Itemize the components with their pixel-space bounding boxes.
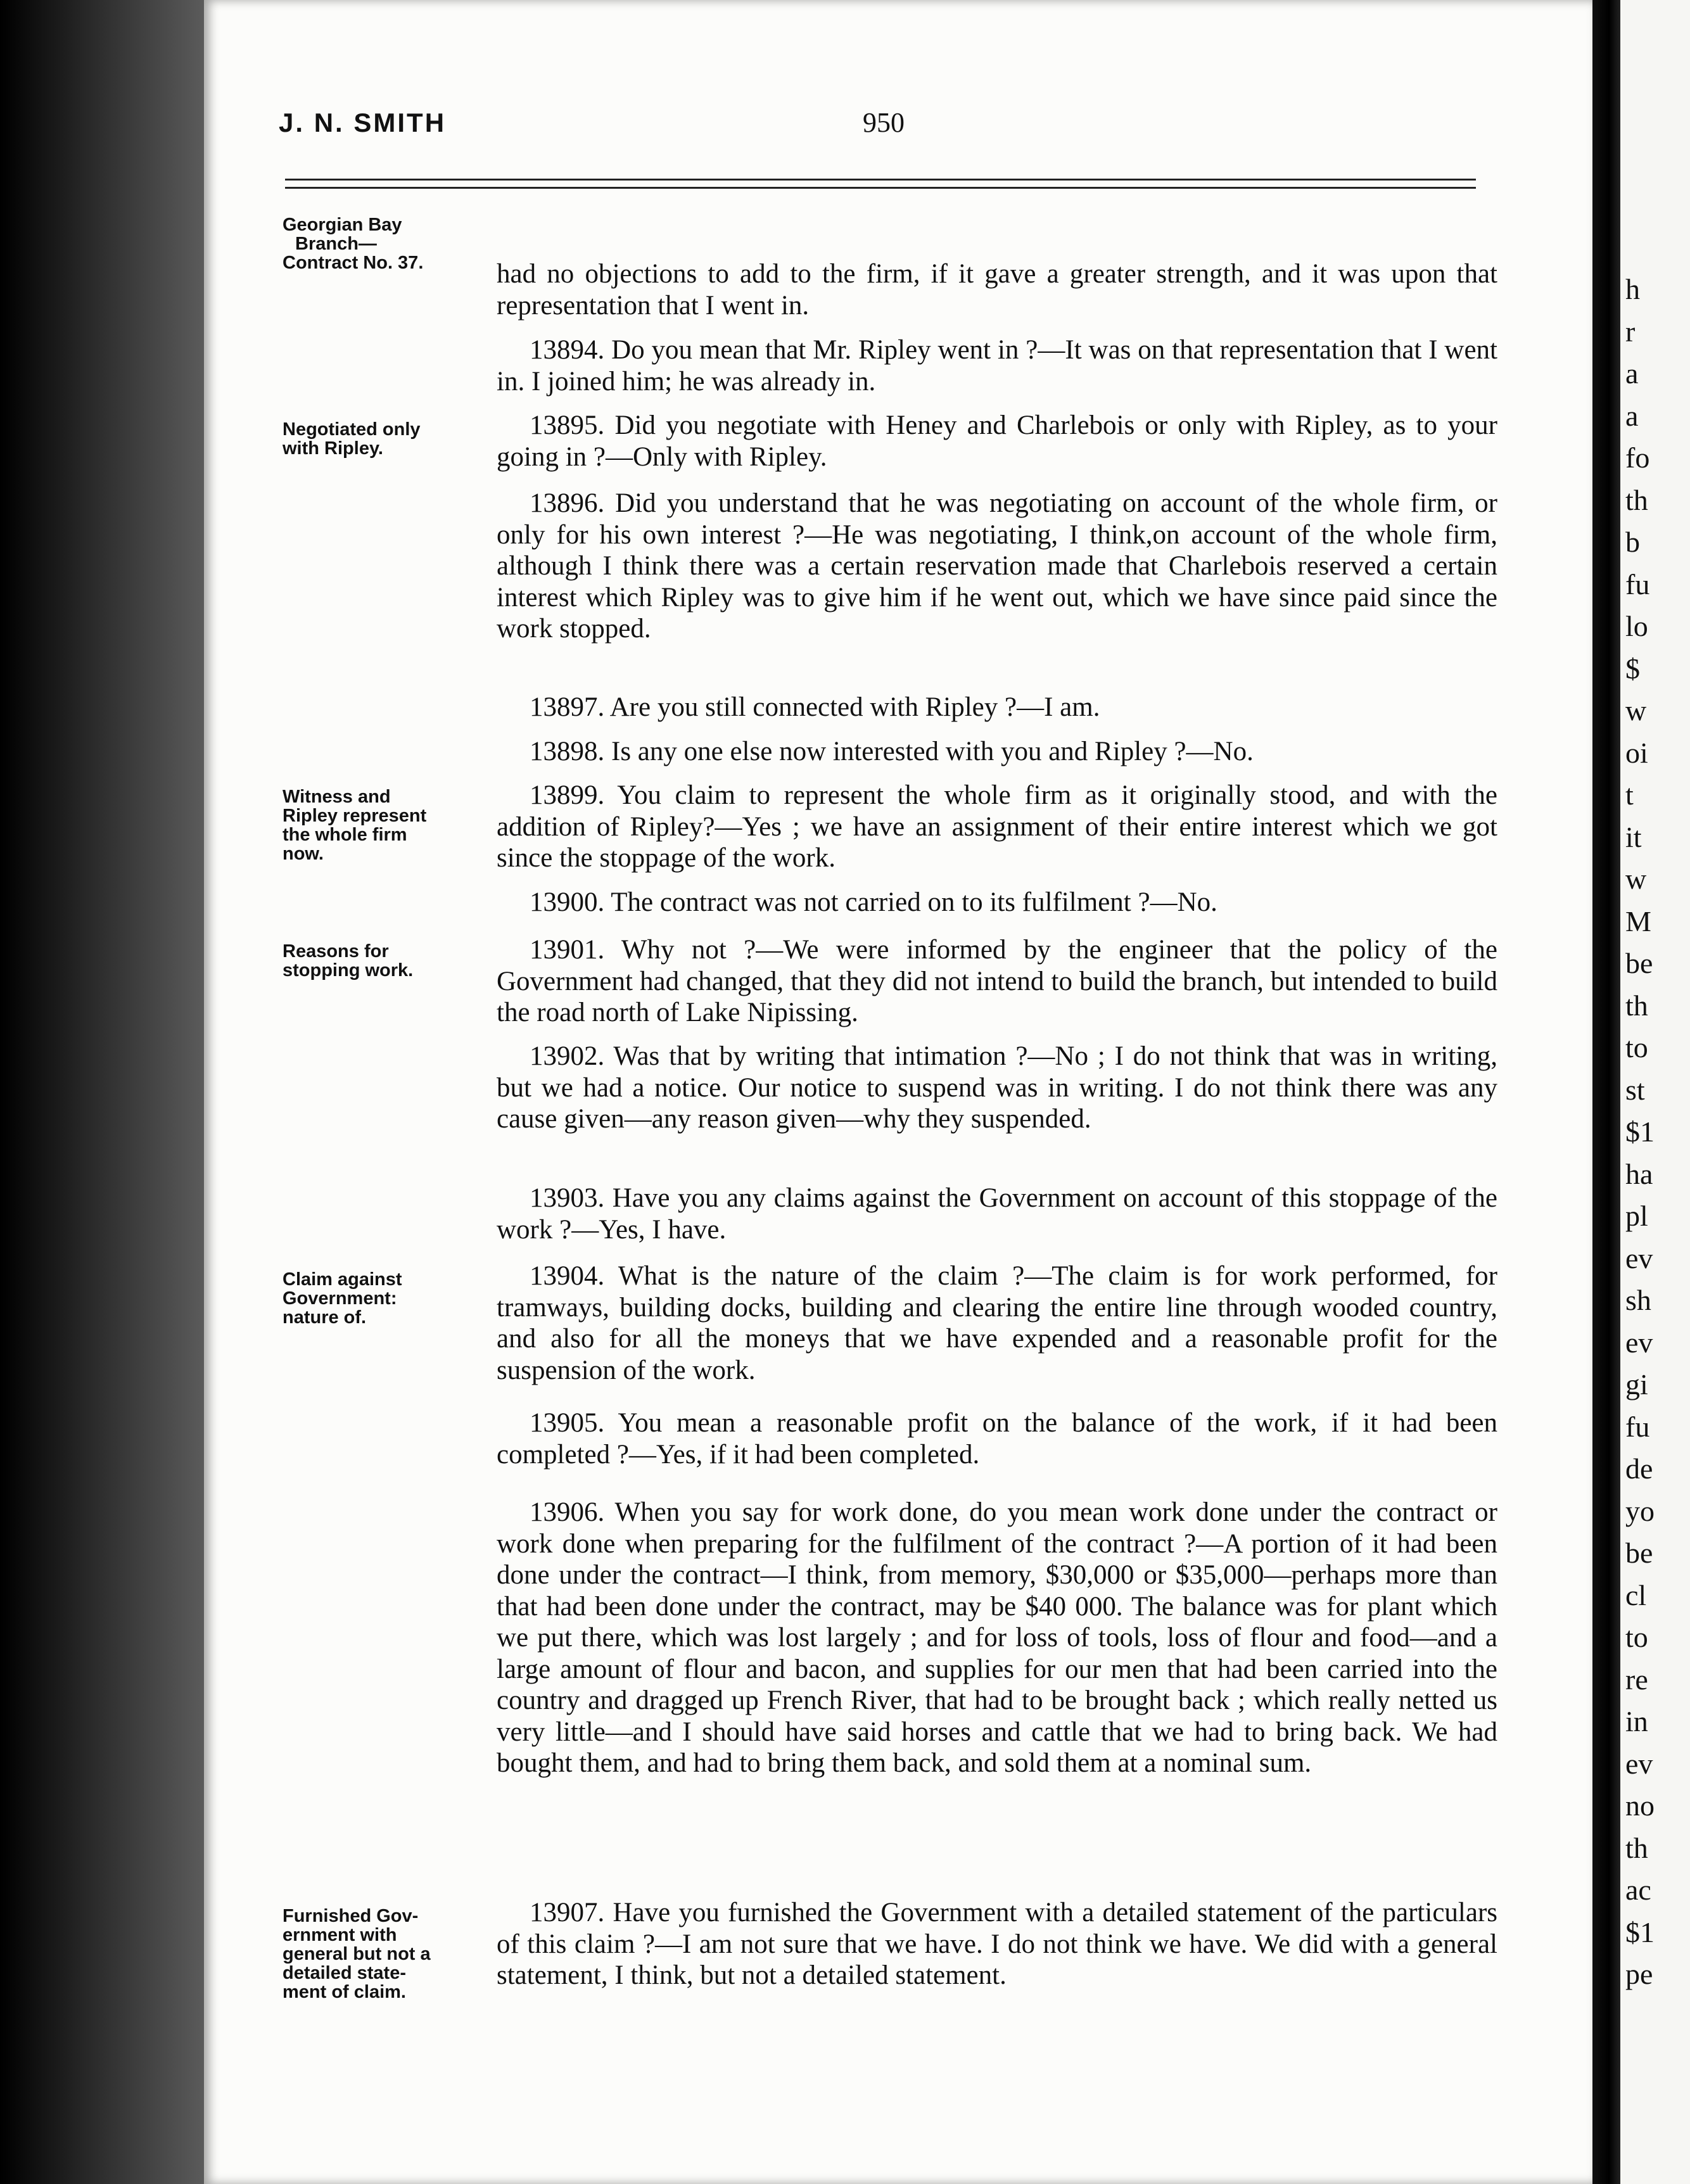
paragraph-13894: 13894. Do you mean that Mr. Ripley went in ?—It was on that representation that I went in. I joined him; he was already in. [497,335,1497,397]
sidenote-line: Negotiated only [283,419,421,440]
facing-page-fragment: to [1625,1031,1648,1063]
paragraph-13900: 13900. The contract was not carried on to its fulfilment ?—No. [530,887,1217,917]
facing-page-fragment: pl [1625,1200,1648,1232]
paragraph-13897: 13897. Are you still connected with Ripley ?—I am. [530,692,1100,722]
facing-page-fragment: oi [1625,737,1648,769]
page-number: 950 [863,107,905,138]
facing-page-fragment: w [1625,863,1647,895]
facing-page-fragment: yo [1625,1495,1655,1527]
sidenote-line: ment of claim. [283,1982,406,2002]
paragraph-13905: 13905. You mean a reasonable profit on the balance of the work, if it had been completed ?—Yes, if it had been completed. [497,1408,1497,1470]
paragraph-13899: 13899. You claim to represent the whole firm as it originally stood, and with the addition of Ripley?—Yes ; we have an assignment of their entire interest which we got since the stoppage of the work. [497,780,1497,873]
facing-page-fragment: gi [1625,1368,1648,1400]
sidenote-line: nature of. [283,1307,367,1328]
sidenote-line: general but not a [283,1944,431,1964]
facing-page-fragment: be [1625,947,1653,979]
facing-page-fragment: to [1625,1621,1648,1653]
paragraph-13904: 13904. What is the nature of the claim ?—The claim is for work performed, for tramways, building docks, building and clearing the entire line through wooded country, and also for all the moneys that we have expended and a reasonable profit for the suspension of the work. [497,1261,1497,1385]
paragraph-13895: 13895. Did you negotiate with Heney and Charlebois or only with Ripley, as to your going in ?—Only with Ripley. [497,410,1497,472]
sidenote-claim [283,1270,498,1327]
facing-page-fragment: r [1625,315,1636,348]
header-rule-bottom [285,187,1476,189]
facing-page-fragment: pe [1625,1958,1653,1990]
sidenote-line: Witness and [283,787,391,807]
sidenote-line: Government: [283,1288,397,1309]
sidenote-contract [283,215,498,272]
facing-page-fragment: de [1625,1452,1653,1485]
facing-page-fragment: w [1625,694,1647,727]
facing-page-fragment: th [1625,989,1648,1022]
facing-page-fragment: ev [1625,1748,1653,1780]
sidenote-negotiated [283,420,498,458]
facing-page-fragment: fu [1625,568,1650,600]
paragraph-13907: 13907. Have you furnished the Government with a detailed statement of the particulars of this claim ?—I am not sure that we have. I do not think we have. We did with a general statement, I think, but not a detailed statement. [497,1898,1497,1990]
sidenote-witness-ripley [283,787,498,863]
facing-page-fragment: st [1625,1074,1645,1106]
sidenote-line: Branch— [295,234,377,254]
paragraph-13901: 13901. Why not ?—We were informed by the engineer that the policy of the Government had changed, that they did not intend to build the branch, but intended to build the road north of Lake Nipissing. [497,935,1497,1027]
facing-page-fragment: ev [1625,1326,1653,1359]
paragraph-13906: 13906. When you say for work done, do you mean work done under the contract or work done when preparing for the fulfilment of the contract ?—A portion of it had been done under the contract—I think, from memory, $30,000 or $35,000—perhaps more than that had been done under the contract, may be $40 000. The balance was for plant which we put there, which was lost largely ; and for loss of tools, loss of flour and food—and a large amount of flour and bacon, and supplies for our men that had been carried into the country and dragged up French River, that had to be brought back ; which really netted us very little—and I should have said horses and cattle that we had to bring back. We had bought them, and had to bring them back, and sold them at a nominal sum. [497,1497,1497,1778]
sidenote-line: detailed state- [283,1963,406,1983]
running-head: J. N. SMITH [279,108,447,137]
facing-page-fragment: re [1625,1663,1648,1696]
facing-page-fragment: th [1625,484,1648,516]
facing-page-fragment: it [1625,821,1642,853]
facing-page-fragment: M [1625,905,1651,937]
sidenote-line: now. [283,844,324,864]
sidenote-line: Ripley represent [283,806,427,826]
sidenote-line: Reasons for [283,941,389,962]
sidenote-line: the whole firm [283,825,407,845]
paragraph-13903: 13903. Have you any claims against the Government on account of this stoppage of the work ?—Yes, I have. [497,1183,1497,1245]
facing-page-fragment: ac [1625,1874,1651,1906]
paragraph-13896: 13896. Did you understand that he was negotiating on account of the whole firm, or only for his own interest ?—He was negotiating, I think,on account of the whole firm, although I think there was a certain reservation made that Charlebois reserved a certain interest which Ripley was to give him if he went out, which we have since paid since the work stopped. [497,488,1497,644]
facing-page-fragment: $1 [1625,1115,1655,1148]
sidenote-line: stopping work. [283,960,414,981]
facing-page-fragment: ev [1625,1242,1653,1274]
sidenote-line: Claim against [283,1269,402,1290]
facing-page-fragment: fu [1625,1411,1650,1443]
sidenote-line: ernment with [283,1925,397,1945]
facing-page-fragment: ha [1625,1158,1653,1190]
facing-page-fragment: $1 [1625,1916,1655,1948]
facing-page-fragment: lo [1625,610,1648,642]
facing-page-fragment: in [1625,1705,1648,1737]
facing-page-fragment: b [1625,526,1640,558]
facing-page-fragment: no [1625,1789,1655,1822]
facing-page-fragment: a [1625,400,1639,432]
facing-page-fragment: t [1625,778,1634,811]
sidenote-furnished [283,1907,498,2002]
sidenote-line: Furnished Gov- [283,1906,419,1926]
facing-page-fragment: fo [1625,441,1650,474]
sidenote-line: Contract No. 37. [283,253,424,273]
facing-page-fragment: h [1625,273,1640,305]
facing-page-fragment: be [1625,1537,1653,1569]
facing-page-fragment: th [1625,1832,1648,1864]
page-gutter [1592,0,1620,2184]
paragraph-13898: 13898. Is any one else now interested with you and Ripley ?—No. [530,737,1254,766]
facing-page-fragment: sh [1625,1284,1651,1316]
paragraph-continuation: had no objections to add to the firm, if it gave a greater strength, and it was upon that representation that I went in. [497,259,1497,321]
header-rule-top [285,179,1476,181]
paragraph-13902: 13902. Was that by writing that intimation ?—No ; I do not think that was in writing, but we had a notice. Our notice to suspend was in writing. I do not think there was any cause given—any reason given—why they suspended. [497,1041,1497,1134]
facing-page-fragment: cl [1625,1579,1647,1611]
sidenote-line: with Ripley. [283,438,383,459]
book-binding [0,0,209,2184]
facing-page-fragment: $ [1625,652,1640,685]
sidenote-reasons [283,942,498,980]
sidenote-line: Georgian Bay [283,215,402,235]
facing-page-fragment: a [1625,357,1639,390]
facing-page [1620,0,1690,2184]
